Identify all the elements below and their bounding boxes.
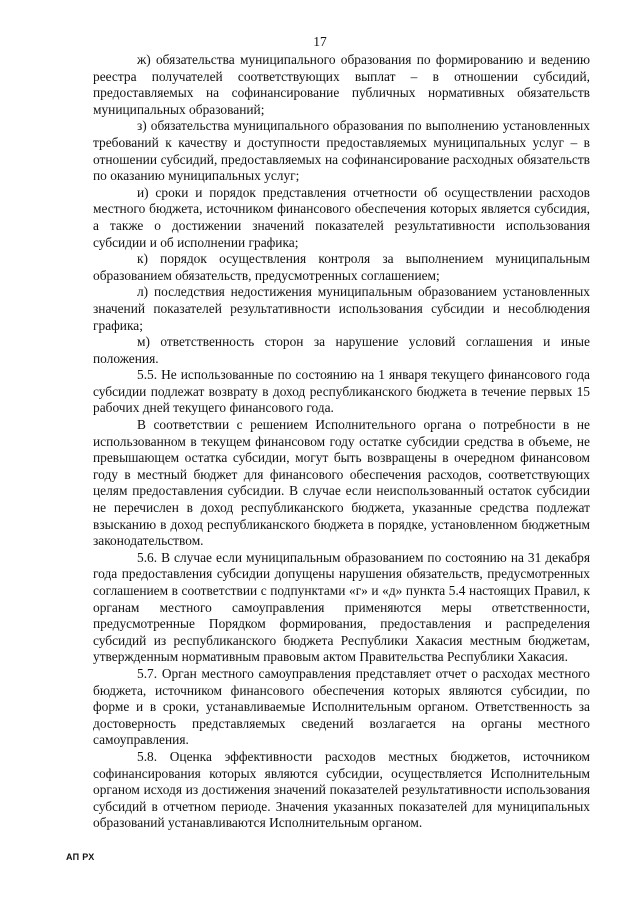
- paragraph-5-5: 5.5. Не использованные по состоянию на 1 января текущего финансового года субсидии подлежат возврату в доход республиканского бюджета в течение первых 15 рабочих дней текущего финансового года.: [93, 367, 590, 416]
- paragraph-z: з) обязательства муниципального образования по выполнению установленных требований к качеству и доступности предоставляемых муниципальных услуг – в отношении субсидий, предоставляемых на софинансирование расходных обязательств по оказанию муниципальных услуг;: [93, 118, 590, 184]
- paragraph-5-8: 5.8. Оценка эффективности расходов местных бюджетов, источником софинансирования которых являются субсидии, осуществляется Исполнительным органом исходя из достижения значений показателей результативности использования субсидий в отчетном периоде. Значения указанных показателей для муниципальных образований устанавливаются Исполнительным органом.: [93, 748, 590, 831]
- paragraph-m: м) ответственность сторон за нарушение условий соглашения и иные положения.: [93, 334, 590, 366]
- paragraph-k: к) порядок осуществления контроля за выполнением муниципальным образованием обязательств, предусмотренных соглашением;: [93, 251, 590, 283]
- paragraph-5-5-continued: В соответствии с решением Исполнительного органа о потребности в не использованном в текущем финансовом году остатке субсидии средства в объеме, не превышающем остатка субсидии, могут быть возвращены в очередном финансовом году в местный бюджет для финансового обеспечения расходов, соответствующих целям предоставления субсидии. В случае если неиспользованный остаток субсидии не перечислен в доход республиканского бюджета, указанные средства подлежат взысканию в доход республиканского бюджета в порядке, установленном бюджетным законодательством.: [93, 417, 590, 549]
- paragraph-l: л) последствия недостижения муниципальным образованием установленных значений показателей результативности использования субсидии и несоблюдения графика;: [93, 284, 590, 333]
- paragraph-5-7: 5.7. Орган местного самоуправления представляет отчет о расходах местного бюджета, источником финансового обеспечения которых являются субсидии, по форме и в сроки, устанавливаемые Исполнительным органом. Ответственность за достоверность представляемых сведений возлагается на органы местного самоуправления.: [93, 665, 590, 748]
- paragraph-5-6: 5.6. В случае если муниципальным образованием по состоянию на 31 декабря года предоставления субсидии допущены нарушения обязательств, предусмотренных соглашением в соответствии с подпунктами «г» и «д» пункта 5.4 настоящих Правил, к органам местного самоуправления применяются меры ответственности, предусмотренные Порядком формирования, предоставления и распределения субсидий из республиканского бюджета Республики Хакасия местным бюджетам, утвержденным нормативным правовым актом Правительства Республики Хакасия.: [93, 549, 590, 665]
- paragraph-i: и) сроки и порядок представления отчетности об осуществлении расходов местного бюджета, источником финансового обеспечения которых является субсидия, а также о достижении значений показателей результативности использования субсидии и об исполнении графика;: [93, 184, 590, 250]
- paragraph-zh: ж) обязательства муниципального образования по формированию и ведению реестра получателей соответствующих выплат – в отношении субсидий, предоставляемых на софинансирование публичных нормативных обязательств муниципальных образований;: [93, 52, 590, 117]
- document-body: [93, 52, 590, 832]
- footer-mark: АП РХ: [66, 852, 95, 862]
- page-number: 17: [313, 34, 327, 49]
